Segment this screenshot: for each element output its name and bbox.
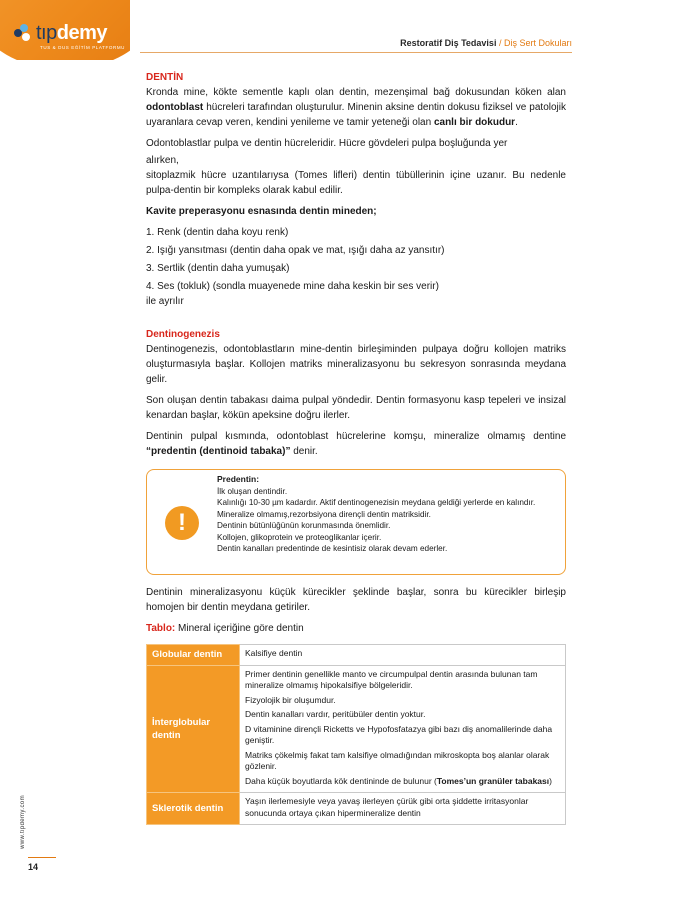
dentin-paragraph-4: sitoplazmik hücre uzantılarıysa (Tomes lifleri) dentin tübüllerinin içine uzanır. Bu nedenle pulpa-dentin bir kompleks olarak kabul edilir. xyxy=(146,170,566,196)
page-number-rule xyxy=(28,857,56,858)
table-caption: Tablo: Mineral içeriğine göre dentin xyxy=(146,623,304,634)
dentinogenesis-paragraph-3: Dentinin pulpal kısmında, odontoblast hücrelerine komşu, mineralize olmamış dentine “predentin (dentinoid tabaka)” denir. xyxy=(146,431,566,457)
dentinogenesis-paragraph-1: Dentinogenezis, odontoblastların mine-dentin birleşiminden pulpaya doğru kollojen matriks oluşturmasıyla başlar. Kollojen matriks mineralizasyonu bu sekresyon sonrasında meydana gelir. xyxy=(146,344,566,385)
side-url: www.tipdemy.com xyxy=(20,795,26,849)
list-item: 3. Sertlik (dentin daha yumuşak) xyxy=(146,263,290,274)
row-key: İnterglobular dentin xyxy=(147,665,240,793)
table-row xyxy=(147,793,566,825)
note-line: Dentinin bütünlüğünün korunmasında önemlidir. xyxy=(217,521,391,530)
list-ending: ile ayrılır xyxy=(146,296,184,307)
table-row xyxy=(147,645,566,666)
cavity-heading: Kavite preperasyonu esnasında dentin mineden; xyxy=(146,206,377,217)
note-line: İlk oluşan dentindir. xyxy=(217,486,288,496)
mineral-content-table xyxy=(146,644,566,825)
row-value: Kalsifiye dentin xyxy=(240,645,566,666)
list-item: 4. Ses (tokluk) (sondla muayenede mine daha keskin bir ses verir) xyxy=(146,281,439,292)
dentin-paragraph-1: Kronda mine, kökte sementle kaplı olan dentin, mezenşimal bağ dokusundan köken alan odontoblast hücreleri tarafından oluşturulur. Minenin aksine dentin dokusu fiziksel ve patolojik uyaranlara cevap veren, kendini yenileme ve tamir yeteneği olan canlı bir dokudur. xyxy=(146,87,566,128)
book-title: Restoratif Diş Tedavisi xyxy=(400,38,497,48)
row-value: Yaşın ilerlemesiyle veya yavaş ilerleyen çürük gibi orta şiddette irritasyonlar sonucunda ortaya çıkan hipermineralize dentin xyxy=(240,793,566,825)
section-title-dentinogenesis: Dentinogenezis xyxy=(146,329,220,340)
dentinogenesis-paragraph-2: Son oluşan dentin tabakası daima pulpal yöndedir. Dentin formasyonu kasp tepeleri ve insizal kenardan başlar, kökün apeksine doğru ilerler. xyxy=(146,395,566,421)
row-value: Primer dentinin genellikle manto ve circumpulpal dentin arasında bulunan tam mineralize olmamış hipokalsifiye bölgeleridir. Fizyolojik bir oluşumdur. Dentin kanalları vardır, peritübüler dentin yoktur. D vitaminine dirençli Ricketts ve Hypofosfatazya gibi bazı diş anomalilerinde daha geniştir. Matriks çökelmiş fakat tam kalsifiye olmadığından mikroskopta boş alanlar olarak gözlenir. Daha küçük boyutlarda kök dentininde de bulunur (Tomes’un granüler tabakası) xyxy=(240,665,566,793)
note-title: Predentin: xyxy=(217,474,260,484)
logo-tagline: TUS & DUS EĞİTİM PLATFORMU xyxy=(40,45,126,50)
main-content xyxy=(146,70,566,825)
header-rule xyxy=(140,52,572,53)
table-row xyxy=(147,665,566,793)
header-separator: / xyxy=(496,38,504,48)
note-line: Dentin kanalları predentinde de kesintisiz olarak devam ederler. xyxy=(217,544,448,553)
note-line: Kalınlığı 10-30 µm kadardır. Aktif dentinogenezisin meydana geldiği yerlerde en kalındır. xyxy=(217,498,536,507)
page-number: 14 xyxy=(28,862,39,872)
note-line: Mineralize olmamış,rezorbsiyona dirençli dentin matriksidir. xyxy=(217,509,431,519)
row-key: Sklerotik dentin xyxy=(147,793,240,825)
mineralization-paragraph: Dentinin mineralizasyonu küçük kürecikler şeklinde başlar, sonra bu kürecikler birleşip homojen bir dentin meydana getiriler. xyxy=(146,587,566,613)
list-item: 2. Işığı yansıtması (dentin daha opak ve mat, ışığı daha az yansıtır) xyxy=(146,245,445,256)
note-line: Kollojen, glikoprotein ve proteoglikanlar içerir. xyxy=(217,532,382,542)
chapter-title: Diş Sert Dokuları xyxy=(503,38,572,48)
predentin-note-box xyxy=(146,469,566,575)
list-item: 1. Renk (dentin daha koyu renk) xyxy=(146,227,289,238)
logo-dots-icon xyxy=(14,24,32,42)
running-header xyxy=(400,38,572,48)
exclamation-icon: ! xyxy=(165,506,199,540)
note-text xyxy=(217,474,561,555)
logo-wordmark: tıpdemy xyxy=(36,22,107,44)
dentin-paragraph-2: Odontoblastlar pulpa ve dentin hücreleridir. Hücre gövdeleri pulpa boşluğunda yer xyxy=(146,138,508,149)
row-key: Globular dentin xyxy=(147,645,240,666)
dentin-paragraph-3: alırken, xyxy=(146,155,179,166)
section-title-dentin: DENTİN xyxy=(146,72,184,83)
